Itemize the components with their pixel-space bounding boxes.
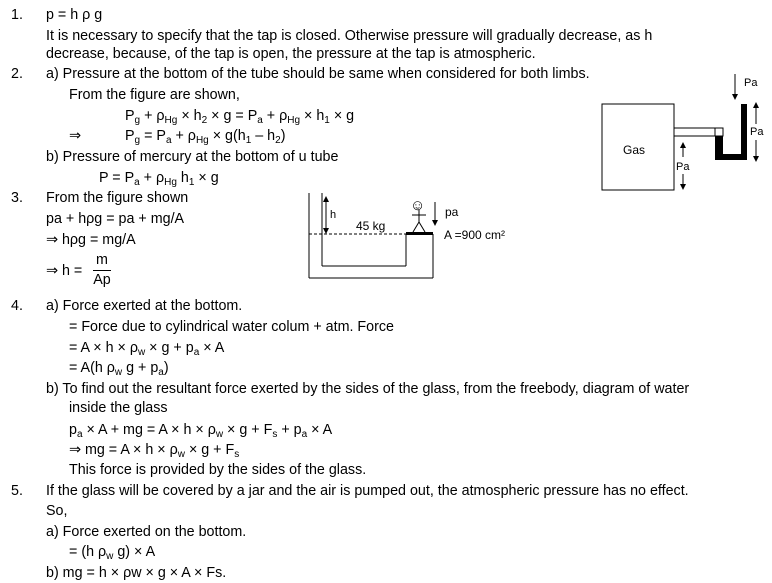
item-3-equation: ⇒ hρg = mg/A [46, 232, 136, 248]
u-tube-left-limb [715, 128, 723, 136]
equation-2-3: $P = P_a + \rho_{Hg}$ $h_1 \times g$ [99, 170, 219, 188]
equation-2-1: $P_g + \rho_{Hg} \times h_2 \times g = P_a + \rho_{Hg} \times h_1 \times g$ [125, 108, 355, 126]
item-1-line: decrease, because, of the tap is open, the pressure at the tap is atmospheric. [46, 46, 536, 62]
item-2-number: 2. [11, 66, 23, 82]
fraction-denominator: Ap [93, 272, 111, 288]
item-5-line: So, [46, 503, 68, 519]
equation-4-1: = $A \times h \times \rho_w \times g + p_a \times A$ [69, 340, 225, 358]
pa-right-label: Pa [750, 126, 764, 138]
equation-4-3: $p_a \times A$ + mg = $A \times h \times \rho_w \times g + F_s + p_a \times A$ [69, 422, 333, 440]
arrowhead [680, 142, 686, 148]
item-4-line: = Force due to cylindrical water colum + atm. Force [69, 319, 394, 335]
item-3-number: 3. [11, 190, 23, 206]
fraction-numerator: m [93, 252, 111, 271]
person-leg [419, 222, 425, 232]
h-label: h [330, 209, 337, 221]
item-5-number: 5. [11, 483, 23, 499]
item-4-line: inside the glass [69, 400, 168, 416]
item-4-number: 4. [11, 298, 23, 314]
gas-label: Gas [623, 143, 646, 157]
implies-symbol: ⇒ [69, 128, 81, 144]
item-1-number: 1. [11, 7, 23, 23]
equation-2-2: $P_g = P_a + \rho_{Hg} \times g(h_1 - h_2)$ [125, 128, 286, 146]
item-3-equation: pa + hρg = pa + mg/A [46, 211, 185, 227]
manometer-figure [595, 72, 772, 202]
equation-4-2: = A(h $\rho_w$ $g + p_a$) [69, 360, 169, 378]
arrowhead [680, 184, 686, 190]
equation-4-4: ⇒ mg = $A \times h \times \rho_w \times g + F_s$ [69, 442, 240, 460]
arrowhead [323, 196, 329, 202]
pa-bottom-label: Pa [676, 161, 690, 173]
arrowhead [432, 220, 438, 226]
item-1-formula: p = h ρ g [46, 7, 103, 23]
item-2-line: b) Pressure of mercury at the bottom of u tube [46, 149, 339, 165]
area-label: A =900 cm² [444, 228, 506, 242]
arrowhead [732, 94, 738, 100]
fraction-m-over-ap [93, 252, 111, 289]
item-5-line: b) mg = h × ρw × g × A × Fs. [46, 565, 227, 581]
item-4-line: a) Force exerted at the bottom. [46, 298, 243, 314]
pa-top-label: Pa [744, 77, 758, 89]
item-5-line: a) Force exerted on the bottom. [46, 524, 247, 540]
piston [406, 232, 433, 235]
item-1-line: It is necessary to specify that the tap is closed. Otherwise pressure will gradually decrease, as h [46, 28, 653, 44]
item-3-line: From the figure shown [46, 190, 189, 206]
jar-piston-figure [300, 188, 532, 288]
item-5-line: If the glass will be covered by a jar and the air is pumped out, the atmospheric pressure has no effect. [46, 483, 689, 499]
item-2-line: From the figure are shown, [69, 87, 240, 103]
item-4-line: b) To find out the resultant force exerted by the sides of the glass, from the freebody, diagram of water [46, 381, 690, 397]
item-3-equation: ⇒ h = [46, 263, 83, 279]
equation-5-1: = (h $\rho_w$ g) × A [69, 544, 156, 562]
item-2-line: a) Pressure at the bottom of the tube should be same when considered for both limbs. [46, 66, 590, 82]
item-4-line: This force is provided by the sides of the glass. [69, 462, 367, 478]
mass-label: 45 kg [356, 219, 386, 233]
arrowhead [753, 156, 759, 162]
pa-label: pa [445, 205, 459, 219]
person-icon: ☺ [410, 197, 426, 214]
arrowhead [323, 228, 329, 234]
person-leg [413, 222, 419, 232]
arrowhead [753, 102, 759, 108]
